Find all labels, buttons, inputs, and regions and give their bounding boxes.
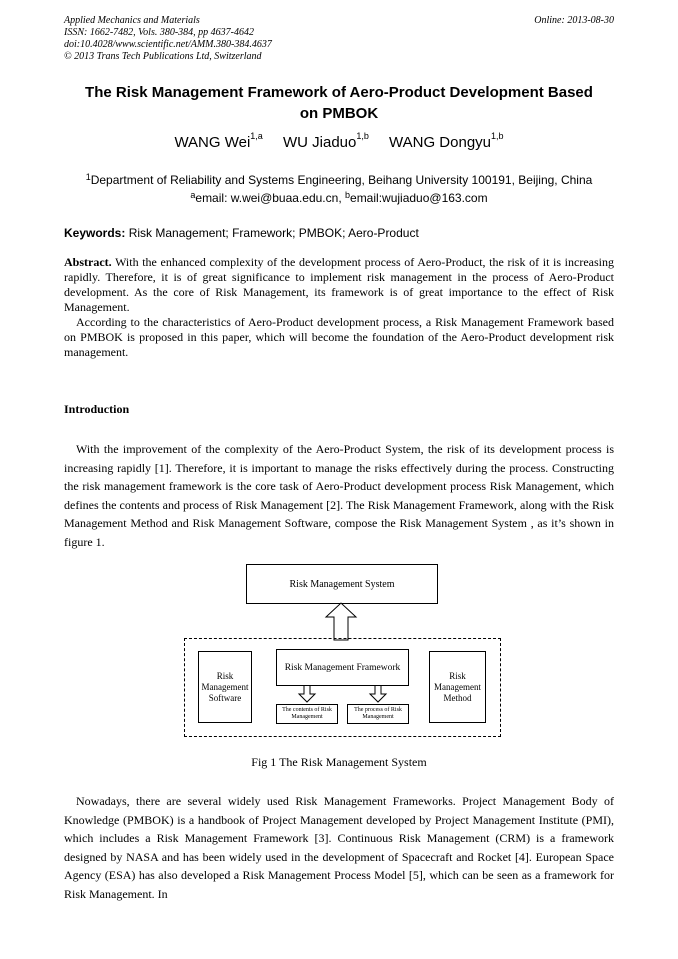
paragraph: With the improvement of the complexity of the Aero-Product System, the risk of its development process is increasing rapidly [1]. Therefore, it is important to manage the risks effectively during the process. Constructing the risk management framework is the core task of Aero-Product development process Risk Management, which defines the contents and process of Risk Management [2]. The Risk Management Framework, along with the Risk Management Method and Risk Management Software, compose the Risk Management System , as it’s shown in figure 1. bbox=[64, 442, 614, 549]
author: WANG Wei$^{1,a}$ bbox=[174, 131, 263, 151]
process-box: The process of Risk Management bbox=[347, 704, 409, 724]
issn: ISSN: 1662-7482, Vols. 380-384, pp 4637-4642 bbox=[64, 27, 254, 38]
body-text bbox=[64, 440, 614, 552]
copyright: © 2013 Trans Tech Publications Ltd, Switzerland bbox=[64, 51, 262, 62]
system-box: Risk Management System bbox=[246, 564, 438, 604]
affiliation bbox=[64, 171, 614, 207]
affiliation-line: $^1$Department of Reliability and Systems Engineering, Beihang University 100191, Beijing, China bbox=[85, 172, 593, 187]
body-text bbox=[64, 792, 614, 904]
doi: doi:10.4028/www.scientific.net/AMM.380-384.4637 bbox=[64, 39, 272, 50]
contents-box: The contents of Risk Management bbox=[276, 704, 338, 724]
paper-title bbox=[64, 82, 614, 124]
method-box: Risk Management Method bbox=[429, 651, 486, 723]
paragraph: Nowadays, there are several widely used Risk Management Frameworks. Project Management Body of Knowledge (PMBOK) is a handbook of Project Management developed by Project Management Institute (PMI), which includes a Risk Management Framework [3]. Continuous Risk Management (CRM) is a framework designed by NASA and has been widely used in the development of Spacecraft and Rocket [4]. European Space Agency (ESA) has also developed a Risk Management Process Model [5], which can be seen as a framework for Risk Management. In bbox=[64, 794, 614, 901]
software-box: Risk Management Software bbox=[198, 651, 252, 723]
email-line: $^a$email: w.wei@buaa.edu.cn, $^b$email:wujiaduo@163.com bbox=[190, 190, 488, 205]
author: WU Jiaduo$^{1,b}$ bbox=[282, 131, 369, 151]
abstract-paragraph: According to the characteristics of Aero-Product development process, a Risk Management Framework based on PMBOK is proposed in this paper, which will become the foundation of the Aero-Product development risk management. bbox=[64, 315, 614, 359]
title-line-1: The Risk Management Framework of Aero-Product Development Based bbox=[85, 84, 593, 101]
title-line-2: on PMBOK bbox=[299, 105, 379, 122]
figure-caption: Fig 1 The Risk Management System bbox=[251, 755, 427, 769]
abstract bbox=[64, 255, 614, 360]
online-date: Online: 2013-08-30 bbox=[534, 15, 614, 26]
journal-name: Applied Mechanics and Materials bbox=[64, 15, 200, 26]
abstract-paragraph: Abstract. With the enhanced complexity of the development process of Aero-Product, the risk of it is increasing rapidly. Therefore, it is of great significance to implement risk management in the process of Aero-Product development. As the core of Risk Management, its framework is of great importance to the effect of Risk Management. bbox=[64, 255, 614, 314]
author: WANG Dongyu$^{1,b}$ bbox=[389, 131, 504, 151]
journal-header bbox=[64, 15, 614, 63]
keywords: Keywords: Risk Management; Framework; PMBOK; Aero-Product bbox=[64, 226, 419, 240]
up-arrow-icon bbox=[326, 603, 356, 640]
figure-1 bbox=[64, 560, 614, 740]
author-list bbox=[64, 131, 614, 151]
section-heading: Introduction bbox=[64, 402, 130, 416]
framework-box: Risk Management Framework bbox=[276, 649, 409, 686]
